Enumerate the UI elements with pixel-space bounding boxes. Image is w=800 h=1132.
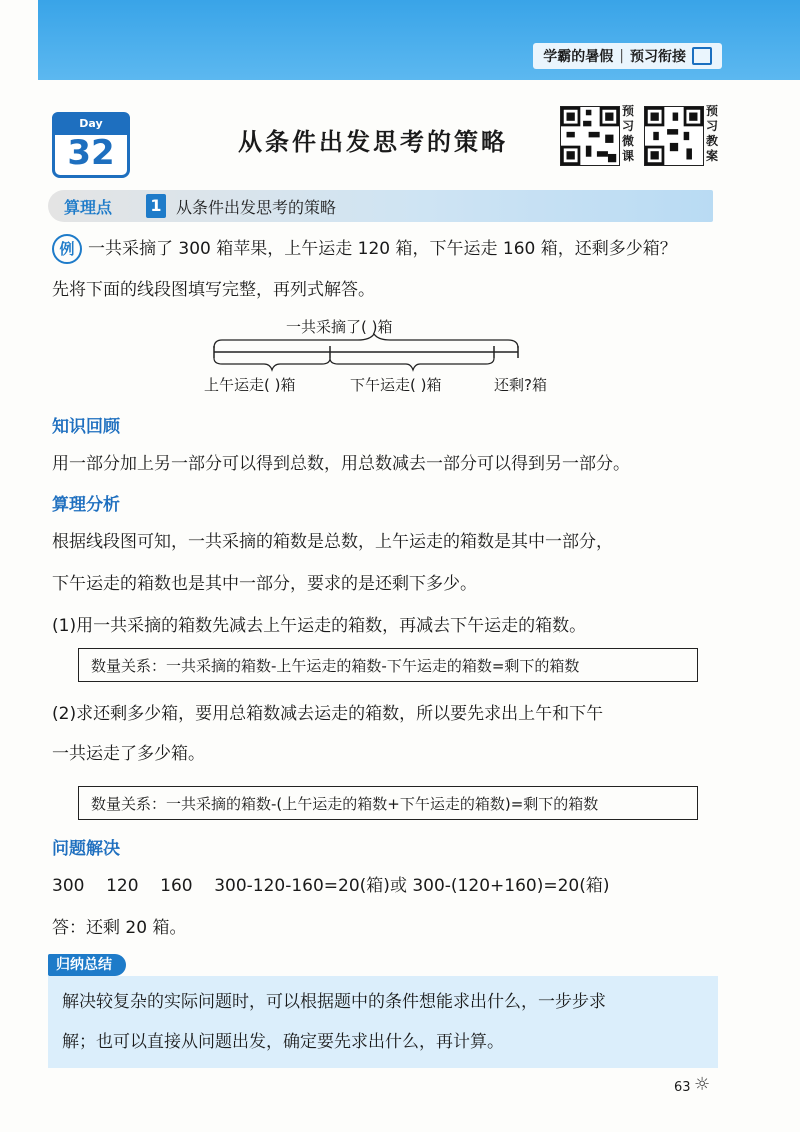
sun-icon: ☼	[694, 1074, 711, 1095]
solution-equation: 300 120 160 300-120-160=20(箱)或 300-(120+160)=20(箱)	[52, 876, 610, 896]
qr-code-icon[interactable]	[644, 106, 704, 166]
formula-box-2: 数量关系：一共采摘的箱数-(上午运走的箱数+下午运走的箱数)=剩下的箱数	[78, 786, 698, 820]
diagram-remain-label: 还剩?箱	[494, 376, 547, 394]
analysis-line-1: 根据线段图可知，一共采摘的箱数是总数，上午运走的箱数是其中一部分，	[52, 532, 613, 552]
formula-box-1: 数量关系：一共采摘的箱数-上午运走的箱数-下午运走的箱数=剩下的箱数	[78, 648, 698, 682]
line-segment-diagram	[204, 308, 548, 408]
example-line-2: 先将下面的线段图填写完整，再列式解答。	[52, 280, 375, 300]
point-bar	[48, 190, 713, 222]
analysis-heading: 算理分析	[52, 495, 120, 515]
day-number: 32	[67, 133, 115, 173]
analysis-line-2: 下午运走的箱数也是其中一部分，要求的是还剩下多少。	[52, 574, 477, 594]
solution-answer: 答：还剩 20 箱。	[52, 918, 187, 938]
morning-brace	[214, 358, 330, 370]
summary-box	[48, 976, 718, 1068]
diagram-afternoon-label: 下午运走( )箱	[350, 376, 442, 394]
method-2-line-1: (2)求还剩多少箱，要用总箱数减去运走的箱数，所以要先求出上午和下午	[52, 704, 604, 724]
example-line-1: 例 一共采摘了 300 箱苹果，上午运走 120 箱，下午运走 160 箱，还剩多少箱？	[52, 234, 677, 264]
review-heading: 知识回顾	[52, 417, 120, 437]
book-icon	[692, 47, 712, 65]
example-mark: 例	[52, 234, 82, 264]
qr-label: 预习微课	[622, 104, 635, 163]
header-bar	[38, 0, 800, 80]
review-text: 用一部分加上另一部分可以得到总数，用总数减去一部分可以得到另一部分。	[52, 454, 630, 474]
page	[38, 80, 800, 1132]
method-2-line-2: 一共运走了多少箱。	[52, 744, 205, 764]
point-text: 从条件出发思考的策略	[176, 198, 337, 217]
diagram-morning-label: 上午运走( )箱	[204, 376, 296, 394]
qr-code-icon[interactable]	[560, 106, 620, 166]
method-1: (1)用一共采摘的箱数先减去上午运走的箱数，再减去下午运走的箱数。	[52, 616, 587, 636]
day-badge	[52, 112, 130, 178]
solution-heading: 问题解决	[52, 839, 120, 859]
summary-tag: 归纳总结	[48, 954, 126, 976]
summary-line-1: 解决较复杂的实际问题时，可以根据题中的条件想能求出什么，一步步求	[62, 992, 606, 1012]
qr-label: 预习教案	[706, 104, 719, 163]
series-right: 预习衔接	[630, 49, 686, 65]
series-left: 学霸的暑假	[543, 49, 614, 65]
day-label: Day	[52, 112, 130, 135]
series-tag: 学霸的暑假 | 预习衔接	[533, 43, 722, 69]
point-number: 1	[146, 194, 166, 218]
afternoon-brace	[330, 358, 494, 370]
page-number: 63	[674, 1080, 691, 1095]
page-title: 从条件出发思考的策略	[238, 128, 508, 156]
total-brace	[214, 334, 518, 348]
diagram-total-label: 一共采摘了( )箱	[286, 318, 393, 336]
point-label: 算理点	[64, 198, 113, 217]
summary-line-2: 解；也可以直接从问题出发，确定要先求出什么，再计算。	[62, 1032, 504, 1052]
